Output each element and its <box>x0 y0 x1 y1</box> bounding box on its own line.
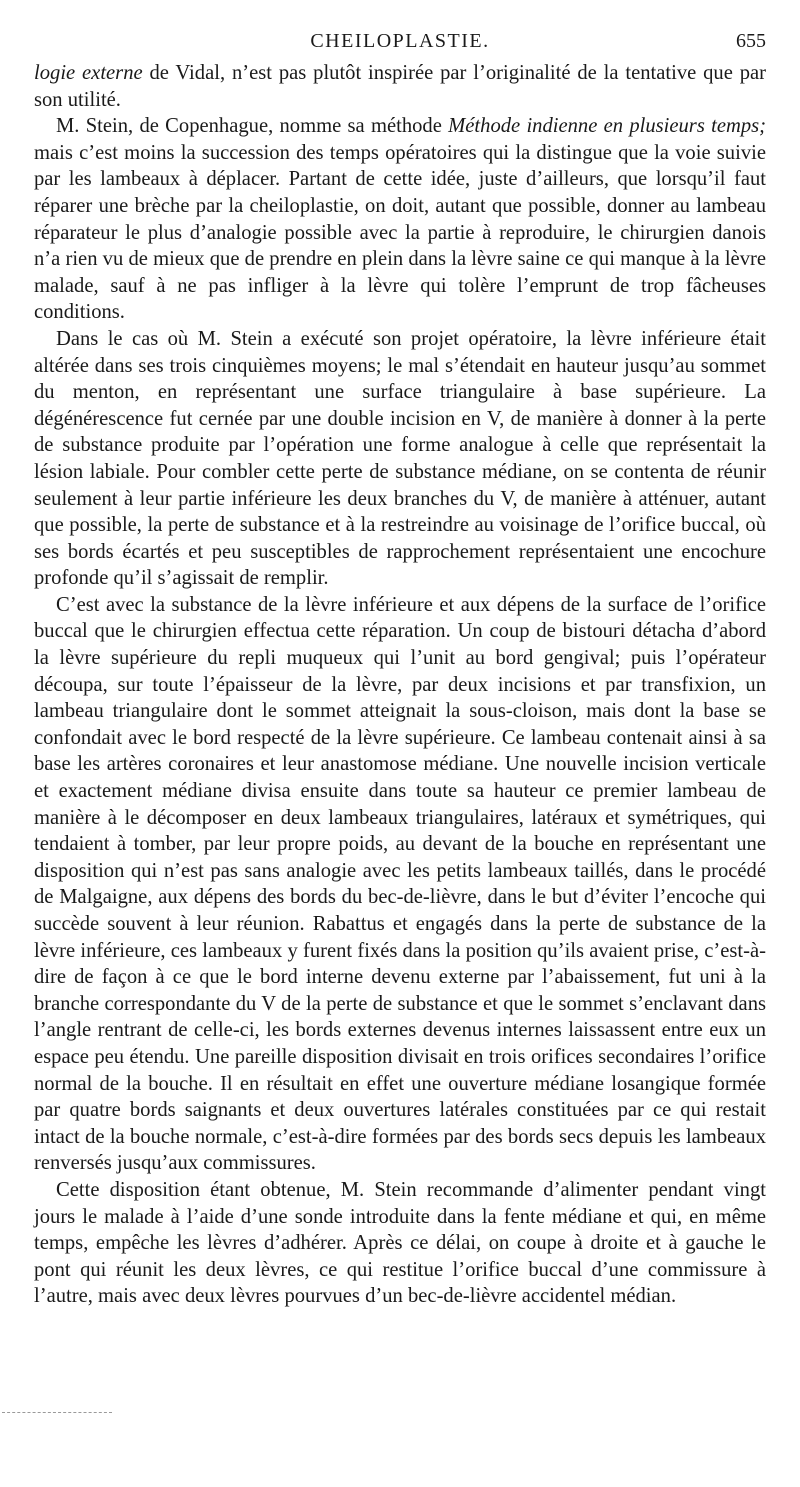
text-span: de Vidal, n’est pas plutôt inspirée par l’originalité de la tentative que par son utilité. <box>34 62 766 111</box>
book-page <box>34 30 766 1310</box>
paragraph-aftercare <box>34 1177 766 1310</box>
paragraph-repair-procedure <box>34 592 766 1177</box>
paragraph-stein-method <box>34 113 766 326</box>
text-span: M. Stein, de Copenhague, nomme sa méthode <box>56 115 449 138</box>
text-span: C’est avec la substance de la lèvre inférieure et aux dépens de la surface de l’orifice buccal que le chirurgien effectua cette réparation. Un coup de bistouri détacha d’abord la lèvre supérieure du repli muqueux qui l’unit au bord gengival; puis l’opérateur découpa, sur toute l’épaisseur de la lèvre, par deux incisions et par transfixion, un lambeau triangulaire dont le sommet atteignait la sous-cloison, mais dont la base se confondait avec le bord respecté de la lèvre supérieure. Ce lambeau contenait ainsi à sa base les artères coronaires et leur anastomose médiane. Une nouvelle incision verticale et exactement médiane divisa ensuite dans toute sa hauteur ce premier lambeau de manière à le décomposer en deux lambeaux triangulaires, latéraux et symétriques, qui tendaient à tomber, par leur propre poids, au devant de la bouche en représentant une disposition qui n’est pas sans analogie avec les petits lambeaux taillés, dans le procédé de Malgaigne, aux dépens des bords du bec-de-lièvre, dans le but d’éviter l’encoche qui succède souvent à leur réunion. Rabattus et engagés dans la perte de substance de la lèvre inférieure, ces lambeaux y furent fixés dans la position qu’ils avaient prise, c’est-à-dire de façon à ce que le bord interne devenu externe par l’abaissement, fut uni à la branche correspondante du V de la perte de substance et que le sommet s’enclavant dans l’angle rentrant de celle-ci, les bords externes devenus internes laissassent entre eux un espace peu étendu. Une pareille disposition divisait en trois orifices secondaires l’orifice normal de la bouche. Il en résultait en effet une ouverture médiane losangique formée par quatre bords saignants et deux ouvertures latérales constituées par ce qui restait intact de la bouche normale, c’est-à-dire formées par des bords secs depuis les lambeaux renversés jusqu’aux commissures. <box>34 593 766 1175</box>
text-span: Méthode indienne en plusieurs temps; <box>448 115 767 138</box>
text-span: logie externe <box>34 62 143 84</box>
text-span: mais c’est moins la succession des temps opératoires qui la distingue que la voie suivie par les lambeaux à déplacer. Partant de cette idée, juste d’ailleurs, que lorsqu’il faut réparer une brèche par la cheiloplastie, on doit, autant que possible, donner au lambeau réparateur le plus d’analogie possible avec la partie à reproduire, le chirurgien danois n’a rien vu de mieux que de prendre en plein dans la lèvre saine ce qui manque à la lèvre malade, sauf à ne pas infliger à la lèvre qui tolère l’emprunt de trop fâcheuses conditions. <box>34 141 766 324</box>
page-number: 655 <box>736 30 766 52</box>
footer-rule <box>2 1412 112 1413</box>
text-span: Dans le cas où M. Stein a exécuté son projet opératoire, la lèvre inférieure était altérée dans ses trois cinquièmes moyens; le mal s’étendait en hauteur jusqu’au sommet du menton, en représentant une surface triangulaire à base supérieure. La dégénérescence fut cernée par une double incision en V, de manière à donner à la perte de substance produite par l’opération une forme analogue à celle que représentait la lésion labiale. Pour combler cette perte de substance médiane, on se contenta de réunir seulement à leur partie inférieure les deux branches du V, de manière à atténuer, autant que possible, la perte de substance et à la restreindre au voisinage de l’orifice buccal, où ses bords écartés et peu susceptibles de rapprochement représentaient une encochure profonde qu’il s’agissait de remplir. <box>34 327 766 590</box>
text-span: Cette disposition étant obtenue, M. Stein recommande d’alimenter pendant vingt jours le malade à l’aide d’une sonde introduite dans la fente médiane et qui, en même temps, empêche les lèvres d’adhérer. Après ce délai, on coupe à droite et à gauche le pont qui réunit les deux lèvres, ce qui restitue l’orifice buccal d’une commissure à l’autre, mais avec deux lèvres pourvues d’un bec-de-lièvre accidentel médian. <box>34 1178 766 1308</box>
paragraph-continuation <box>34 60 766 113</box>
running-head <box>34 30 766 60</box>
running-title: CHEILOPLASTIE. <box>310 30 490 52</box>
body-text <box>34 60 766 1310</box>
paragraph-case-description <box>34 326 766 592</box>
